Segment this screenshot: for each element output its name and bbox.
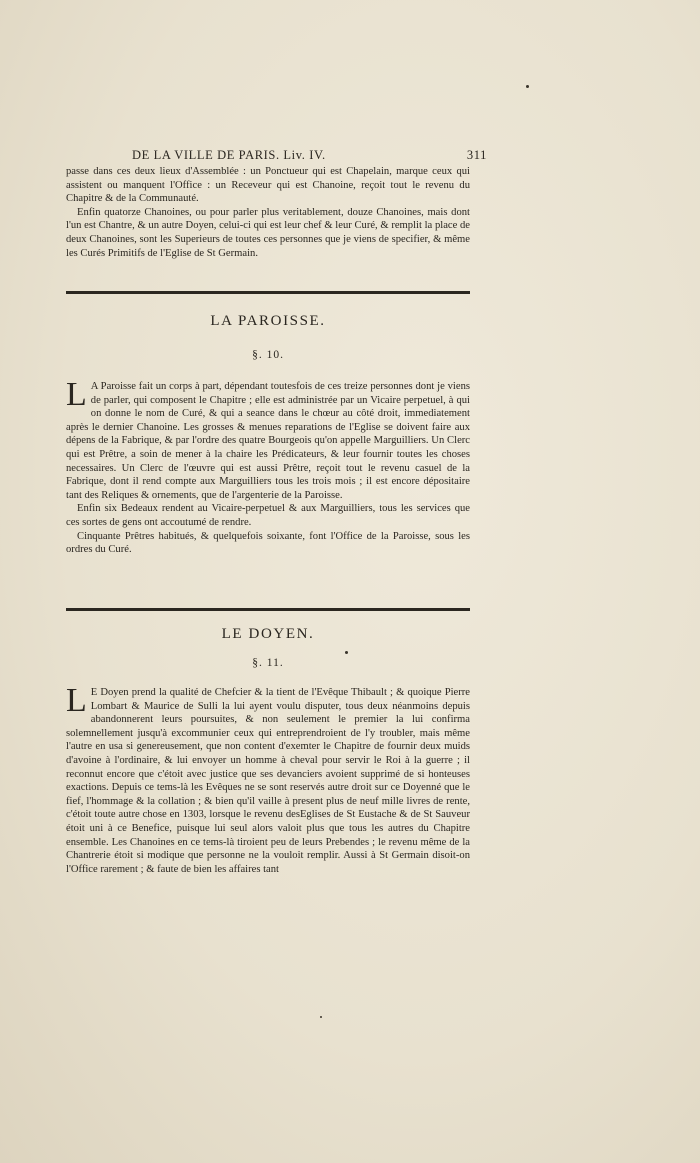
section-body [66,682,470,876]
intro-text [66,165,470,260]
paper-speck [320,1016,322,1018]
paper-speck [526,85,529,88]
drop-cap: L [66,376,87,413]
intro-paragraph: Enfin quatorze Chanoines, ou pour parler plus veritablement, douze Chanoines, mais dont l'un est Chantre, & un autre Doyen, celui-ci qui est leur chef & leur Curé, & remplit la place de deux Chanoines, sont les Superieurs de toutes ces personnes que je viens de specifier, & même les Curés Primitifs de l'Eglise de St Germain. [66,206,470,259]
section-paragraph: Cinquante Prêtres habitués, & quelquefois soixante, font l'Office de la Paroisse, sous les ordres du Curé. [66,530,470,556]
paragraph-text: A Paroisse fait un corps à part, dépendant toutesfois de ces treize personnes dont je viens de parler, qui composent le Chapitre ; elle est administrée par un Vicaire perpetuel, à qui on donne le nom de Curé, & qui a seance dans le chœur au côté droit, immediatement après le dernier Chanoine. Les grosses & menues reparations de l'Eglise se doivent faire aux dépens de la Fabrique, & par l'ordre des quatre Bourgeois qu'on appelle Marguilliers. Un Clerc qui est Prêtre, a soin de mener à la chaire les Prédicateurs, & leur fournir toutes les choses necessaires. Un Clerc de l'œuvre qui est aussi Prêtre, reçoit tout le revenu casuel de la Fabrique, dont il rend compte aux Marguilliers tous les trois mois ; il est encore dépositaire tant des Reliques & ornements, que de l'argenterie de la Paroisse. [66,381,470,501]
section-paragraph [66,376,470,502]
section-number: §. 10. [252,349,284,361]
section-divider [66,291,470,294]
section-title: LE DOYEN. [221,626,315,642]
section-title: LA PAROISSE. [210,313,326,329]
page-number: 311 [466,148,487,162]
section-number: §. 11. [252,657,284,669]
section-paragraph [66,682,470,876]
intro-paragraph: passe dans ces deux lieux d'Assemblée : un Ponctueur qui est Chapelain, marque ceux qui assistent ou manquent l'Office : un Receveur qui est Chanoine, reçoit tout le revenu du Chapitre & de la Communauté. [66,166,470,205]
paper-speck [345,651,348,654]
section-body [66,376,470,557]
drop-cap: L [66,682,87,719]
paragraph-text: E Doyen prend la qualité de Chefcier & la tient de l'Evêque Thibault ; & quoique Pierre Lombart & Maurice de Sulli la lui ayent voulu disputer, tous deux néanmoins depuis abandonnerent leurs poursuites, & non seulement le premier la lui confirma solemnellement jusqu'à excommunier ceux qui entreprendroient de l'y troubler, mais même l'autre en usa si genereusement, que non content d'exemter le Chapitre de fournir deux muids d'avoine à l'ordinaire, & lui envoyer un homme à cheval pour servir le Roi à la guerre ; il reconnut encore que c'étoit avec justice que ses devanciers avoient supprimé de si honteuses exactions. Depuis ce tems-là les Evêques ne se sont reservés autre droit sur ce Doyenné que le fief, l'hommage & la collation ; & bien qu'il vaille à present plus de neuf mille livres de rente, c'étoit toute autre chose en 1303, lorsque le revenu desEglises de St Eustache & de St Sauveur étoit uni à ce Benefice, puisque lui seul alors valoit plus que tous les autres du Chapitre ensemble. Les Chanoines en ce tems-là tiroient peu de leurs Prebendes ; le revenu même de la Chantrerie étoit si modique que personne ne la vouloit remplir. Aussi à St Germain disoit-on l'Office rarement ; & faute de bien les affaires tant [66,687,470,875]
section-paragraph: Enfin six Bedeaux rendent au Vicaire-perpetuel & aux Marguilliers, tous les services que ces sortes de gens ont accoutumé de rendre. [66,503,470,528]
section-divider [66,608,470,611]
running-title: DE LA VILLE DE PARIS. Liv. IV. [132,148,326,162]
